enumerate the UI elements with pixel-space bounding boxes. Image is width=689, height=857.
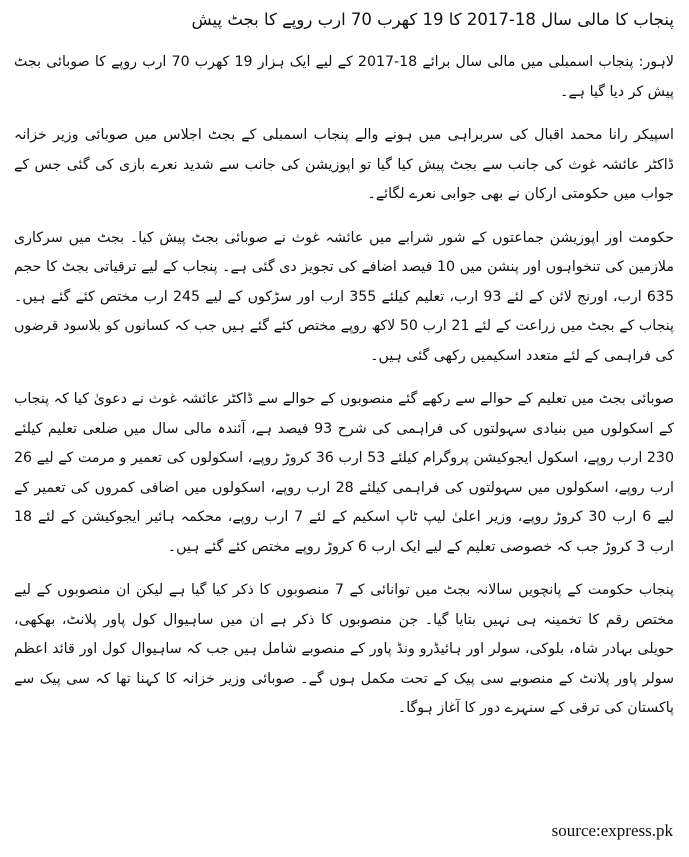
source-credit: source:express.pk (551, 821, 673, 840)
paragraph-education: صوبائی بجٹ میں تعلیم کے حوالے سے رکھے گئے منصوبوں کے حوالے سے ڈاکٹر عائشہ غوث نے دعویٰ کیا کہ پنجاب کے اسکولوں میں بنیادی سہولتوں کی فراہمی کی شرح 93 فیصد ہے، آئندہ مالی سال میں ضلعی تعلیم کیلئے 230 ارب روپے، اسکول ایجوکیشن پروگرام کیلئے 53 ارب 36 کروڑ روپے، اسکولوں کی تعمیر و مرمت کے لیے 26 ارب روپے، اسکولوں میں سہولتوں کی فراہمی کیلئے 28 ارب روپے، اسکولوں میں اضافی کمروں کی تعمیر کے لیے 6 ارب 30 کروڑ روپے، وزیر اعلیٰ لیپ ٹاپ اسکیم کے لئے 7 ارب روپے، محکمہ ہائیر ایجوکیشن کے لئے 18 ارب 3 کروڑ جب کہ خصوصی تعلیم کے لیے ایک ارب 6 کروڑ روپے مختص کئے گئے ہیں۔ (14, 391, 675, 555)
paragraph-energy: پنجاب حکومت کے پانچویں سالانہ بجٹ میں توانائی کے 7 منصوبوں کا ذکر کیا گیا ہے لیکن ان منصوبوں کے لیے مختص رقم کا تخمینہ ہی نہیں بتایا گیا۔ جن منصوبوں کا ذکر ہے ان میں ساہیوال کول پاور پلانٹ، بھکھی، حویلی بہادر شاہ، بلوکی، سولر اور ہائیڈرو ونڈ پاور کے منصوبے شامل ہیں جب کہ ساہیوال کول اور قائد اعظم سولر پاور پلانٹ کے منصوبے سی پیک کے تحت مکمل ہوں گے۔ صوبائی وزیر خزانہ کا کہنا تھا کہ سی پیک سے پاکستان کی ترقی کے سنہرے دور کا آغاز ہوگا۔ (14, 582, 674, 716)
paragraph-assembly-session: اسپیکر رانا محمد اقبال کی سربراہی میں ہونے والے پنجاب اسمبلی کے بجٹ اجلاس میں صوبائی وزیر خزانہ ڈاکٹر عائشہ غوث کی جانب سے بجٹ پیش کیا گیا تو اپوزیشن کی جانب سے شدید نعرے بازی کی گئی جس کے جواب میں حکومتی ارکان نے بھی جوابی نعرے لگائے۔ (14, 127, 674, 202)
paragraph-budget-allocations: حکومت اور اپوزیشن جماعتوں کے شور شرابے میں عائشہ غوث نے صوبائی بجٹ پیش کیا۔ بجٹ میں سرکاری ملازمین کی تنخواہوں اور پنشن میں 10 فیصد اضافے کی تجویز دی گئی ہے۔ پنجاب کے لیے ترقیاتی بجٹ کا حجم 635 ارب، اورنج لائن کے لئے 93 ارب، تعلیم کیلئے 355 ارب اور سڑکوں کے لیے 245 ارب مختص کئے گئے ہیں۔ پنجاب کے بجٹ میں زراعت کے لئے 21 ارب 50 لاکھ روپے مختص کئے گئے ہیں جب کہ کسانوں کو بلاسود قرضوں کی فراہمی کے لئے متعدد اسکیمیں رکھی گئی ہیں۔ (14, 229, 674, 364)
paragraph-intro: لاہور: پنجاب اسمبلی میں مالی سال برائے 18-2017 کے لیے ایک ہزار 19 کھرب 70 ارب روپے کا صوبائی بجٹ پیش کر دیا گیا ہے۔ (14, 54, 674, 100)
article (14, 6, 674, 738)
article-headline: پنجاب کا مالی سال 18-2017 کا 19 کھرب 70 ارب روپے کا بجٹ پیش (191, 10, 674, 29)
